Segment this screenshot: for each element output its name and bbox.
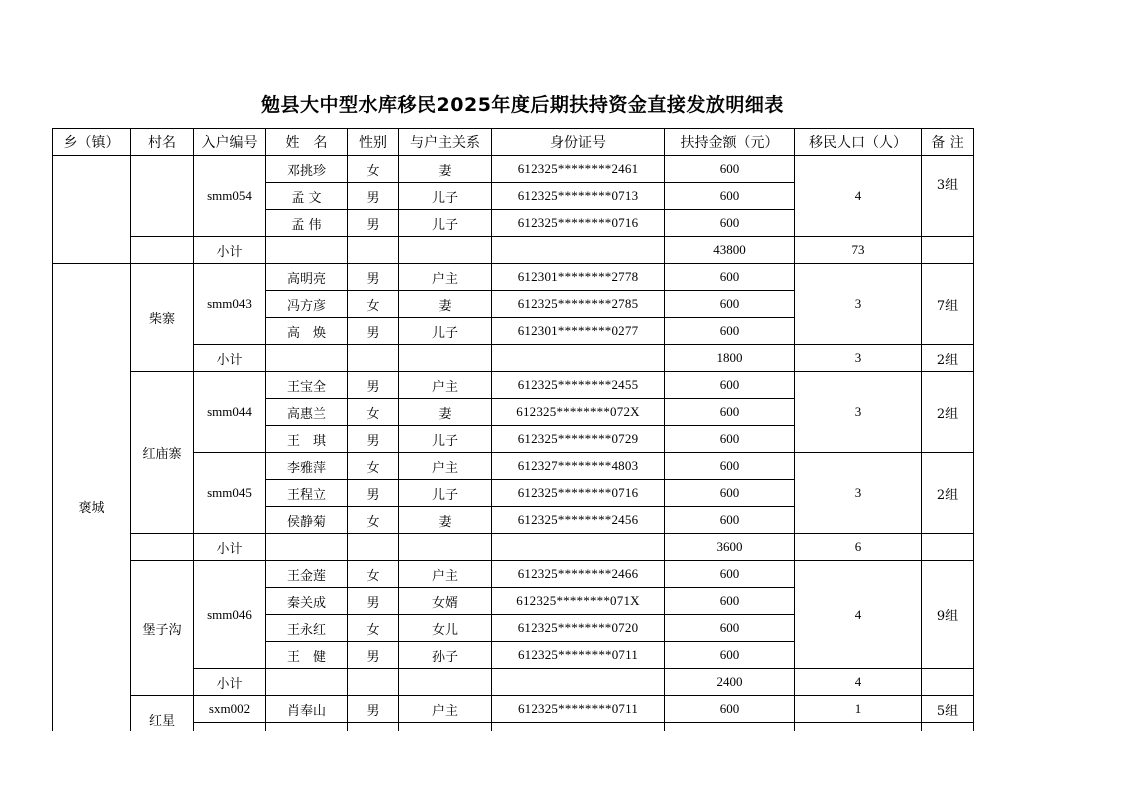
id-cell: 612325********072X bbox=[492, 399, 665, 426]
subtotal-population: 6 bbox=[795, 534, 922, 561]
relation-cell: 儿子 bbox=[399, 318, 492, 345]
relation-cell: 妻 bbox=[399, 291, 492, 318]
population-cell: 3 bbox=[795, 264, 922, 345]
amount-cell: 600 bbox=[665, 291, 795, 318]
amount-cell: 600 bbox=[665, 264, 795, 291]
sex-cell: 男 bbox=[348, 480, 399, 507]
id-cell: 612325********0729 bbox=[492, 426, 665, 453]
relation-cell: 女儿 bbox=[399, 615, 492, 642]
subtotal-population: 73 bbox=[795, 237, 922, 264]
subtotal-amount: 1800 bbox=[665, 345, 795, 372]
id-cell: 612301********0277 bbox=[492, 318, 665, 345]
name-cell: 王金莲 bbox=[266, 561, 348, 588]
subtotal-population: 4 bbox=[795, 669, 922, 696]
household-no: smm044 bbox=[194, 372, 266, 453]
relation-cell: 户主 bbox=[399, 264, 492, 291]
note-cell: 2组 bbox=[922, 453, 974, 534]
subtotal-population: 3 bbox=[795, 345, 922, 372]
sex-cell: 男 bbox=[348, 264, 399, 291]
table-row bbox=[53, 561, 974, 588]
id-cell: 612327********4803 bbox=[492, 453, 665, 480]
table-row bbox=[53, 156, 974, 183]
table-row bbox=[53, 264, 974, 291]
household-no: sxm002 bbox=[194, 696, 266, 723]
id-cell: 612301********2778 bbox=[492, 264, 665, 291]
village-cell-prev bbox=[131, 156, 194, 237]
sex-cell: 女 bbox=[348, 453, 399, 480]
relation-cell: 妻 bbox=[399, 507, 492, 534]
sex-cell: 女 bbox=[348, 156, 399, 183]
name-cell: 孟 伟 bbox=[266, 210, 348, 237]
population-cell: 3 bbox=[795, 453, 922, 534]
relation-cell: 儿子 bbox=[399, 183, 492, 210]
note-cell: 2组 bbox=[922, 372, 974, 453]
subtotal-row bbox=[53, 237, 974, 264]
name-cell: 王程立 bbox=[266, 480, 348, 507]
subtotal-row bbox=[53, 534, 974, 561]
town-cell: 褒城 bbox=[53, 264, 131, 732]
id-cell: 612325********2466 bbox=[492, 561, 665, 588]
name-cell: 王永红 bbox=[266, 615, 348, 642]
header-id-number: 身份证号 bbox=[492, 129, 665, 156]
subtotal-amount: 3600 bbox=[665, 534, 795, 561]
relation-cell: 户主 bbox=[399, 453, 492, 480]
household-no: smm054 bbox=[194, 156, 266, 237]
population-cell: 4 bbox=[795, 561, 922, 669]
household-no: smm043 bbox=[194, 264, 266, 345]
amount-cell: 600 bbox=[665, 372, 795, 399]
sex-cell: 男 bbox=[348, 372, 399, 399]
village-cell: 红星 bbox=[131, 696, 194, 732]
village-cell bbox=[131, 237, 194, 264]
id-cell: 612325********0713 bbox=[492, 183, 665, 210]
village-cell bbox=[131, 534, 194, 561]
amount-cell: 600 bbox=[665, 561, 795, 588]
subtotal-amount: 43800 bbox=[665, 237, 795, 264]
population-cell: 3 bbox=[795, 372, 922, 453]
subtotal-label: 小计 bbox=[194, 534, 266, 561]
sex-cell: 女 bbox=[348, 291, 399, 318]
relation-cell: 孙子 bbox=[399, 642, 492, 669]
name-cell: 李雅萍 bbox=[266, 453, 348, 480]
name-cell: 高 焕 bbox=[266, 318, 348, 345]
table-row bbox=[53, 696, 974, 723]
name-cell: 王 琪 bbox=[266, 426, 348, 453]
name-cell: 高明亮 bbox=[266, 264, 348, 291]
amount-cell: 600 bbox=[665, 480, 795, 507]
village-cell: 堡子沟 bbox=[131, 561, 194, 696]
table-viewport bbox=[52, 128, 982, 731]
note-cell: 3组 bbox=[922, 156, 974, 237]
id-cell: 612325********0711 bbox=[492, 696, 665, 723]
sex-cell: 男 bbox=[348, 210, 399, 237]
header-note: 备 注 bbox=[922, 129, 974, 156]
amount-cell: 600 bbox=[665, 642, 795, 669]
name-cell: 王宝全 bbox=[266, 372, 348, 399]
town-cell-prev bbox=[53, 156, 131, 264]
household-no: smm046 bbox=[194, 561, 266, 669]
amount-cell: 600 bbox=[665, 399, 795, 426]
sex-cell: 男 bbox=[348, 183, 399, 210]
table-row bbox=[53, 372, 974, 399]
header-household-no: 入户编号 bbox=[194, 129, 266, 156]
amount-cell: 600 bbox=[665, 507, 795, 534]
name-cell: 冯方彦 bbox=[266, 291, 348, 318]
sex-cell: 女 bbox=[348, 507, 399, 534]
page-title: 勉县大中型水库移民2025年度后期扶持资金直接发放明细表 bbox=[261, 94, 784, 116]
header-name: 姓 名 bbox=[266, 129, 348, 156]
village-cell: 红庙寨 bbox=[131, 372, 194, 534]
name-cell: 王 健 bbox=[266, 642, 348, 669]
relation-cell: 妻 bbox=[399, 399, 492, 426]
name-cell: 肖奉山 bbox=[266, 696, 348, 723]
subtotal-label: 小计 bbox=[194, 237, 266, 264]
sex-cell: 男 bbox=[348, 696, 399, 723]
village-cell: 柴寨 bbox=[131, 264, 194, 372]
household-no: smm045 bbox=[194, 453, 266, 534]
name-cell: 邓挑珍 bbox=[266, 156, 348, 183]
name-cell: 侯静菊 bbox=[266, 507, 348, 534]
relation-cell: 儿子 bbox=[399, 426, 492, 453]
relation-cell: 儿子 bbox=[399, 480, 492, 507]
id-cell: 612325********2455 bbox=[492, 372, 665, 399]
id-cell: 612325********071X bbox=[492, 588, 665, 615]
header-row bbox=[53, 129, 974, 156]
id-cell: 612325********0720 bbox=[492, 615, 665, 642]
amount-cell: 600 bbox=[665, 615, 795, 642]
id-cell: 612325********0716 bbox=[492, 210, 665, 237]
sex-cell: 女 bbox=[348, 615, 399, 642]
amount-cell: 600 bbox=[665, 588, 795, 615]
name-cell: 秦关成 bbox=[266, 588, 348, 615]
relation-cell: 女婿 bbox=[399, 588, 492, 615]
amount-cell: 600 bbox=[665, 210, 795, 237]
relation-cell: 户主 bbox=[399, 561, 492, 588]
name-cell: 高惠兰 bbox=[266, 399, 348, 426]
subtotal-label: 小计 bbox=[194, 345, 266, 372]
population-cell: 4 bbox=[795, 156, 922, 237]
id-cell: 612325********2456 bbox=[492, 507, 665, 534]
sex-cell: 女 bbox=[348, 399, 399, 426]
header-village: 村名 bbox=[131, 129, 194, 156]
amount-cell: 600 bbox=[665, 156, 795, 183]
amount-cell: 600 bbox=[665, 453, 795, 480]
amount-cell: 600 bbox=[665, 183, 795, 210]
subtotal-label: 小计 bbox=[194, 669, 266, 696]
relation-cell: 户主 bbox=[399, 372, 492, 399]
note-cell: 7组 bbox=[922, 264, 974, 345]
relation-cell: 户主 bbox=[399, 696, 492, 723]
amount-cell: 600 bbox=[665, 318, 795, 345]
note-cell: 5组 bbox=[922, 696, 974, 723]
subsidy-table bbox=[52, 128, 974, 731]
name-cell: 孟 文 bbox=[266, 183, 348, 210]
amount-cell: 600 bbox=[665, 426, 795, 453]
relation-cell: 妻 bbox=[399, 156, 492, 183]
id-cell: 612325********2785 bbox=[492, 291, 665, 318]
id-cell: 612325********2461 bbox=[492, 156, 665, 183]
header-sex: 性别 bbox=[348, 129, 399, 156]
header-amount: 扶持金额（元） bbox=[665, 129, 795, 156]
sex-cell: 女 bbox=[348, 561, 399, 588]
population-cell: 1 bbox=[795, 696, 922, 723]
header-town: 乡（镇） bbox=[53, 129, 131, 156]
id-cell: 612325********0716 bbox=[492, 480, 665, 507]
header-relation: 与户主关系 bbox=[399, 129, 492, 156]
sex-cell: 男 bbox=[348, 588, 399, 615]
header-population: 移民人口（人） bbox=[795, 129, 922, 156]
note-cell: 9组 bbox=[922, 561, 974, 669]
sex-cell: 男 bbox=[348, 318, 399, 345]
sex-cell: 男 bbox=[348, 426, 399, 453]
id-cell: 612325********0711 bbox=[492, 642, 665, 669]
subtotal-amount: 2400 bbox=[665, 669, 795, 696]
sex-cell: 男 bbox=[348, 642, 399, 669]
subtotal-note: 2组 bbox=[922, 345, 974, 372]
amount-cell: 600 bbox=[665, 696, 795, 723]
relation-cell: 儿子 bbox=[399, 210, 492, 237]
